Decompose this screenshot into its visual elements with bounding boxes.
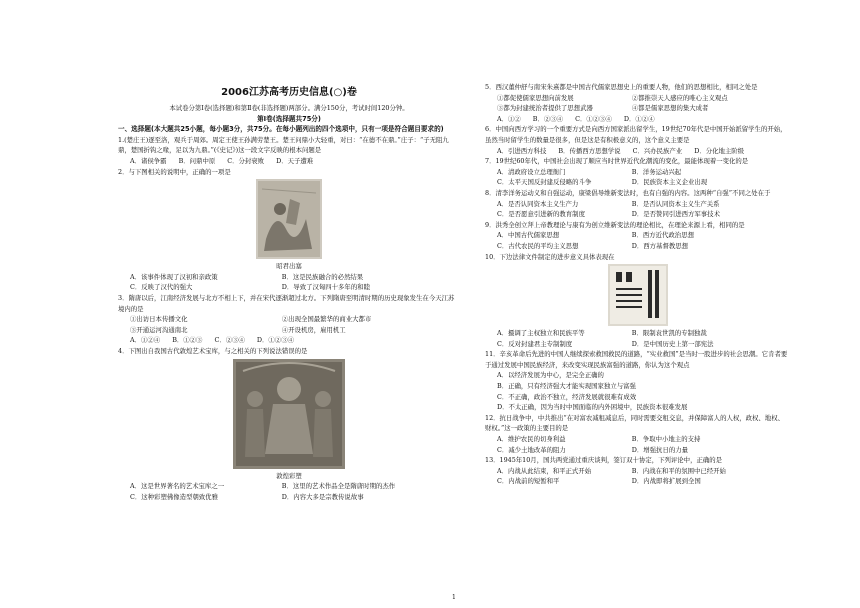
option: C．②③④ bbox=[214, 336, 245, 345]
question-4-stem: 4．下图出自我国古代敦煌艺术宝库，与之相关的下列说法错误的是 bbox=[118, 346, 308, 355]
option: B．内战在和平的氛围中已经开始 bbox=[631, 466, 726, 475]
right-column bbox=[485, 82, 790, 487]
option: A．维护农民的切身利益 bbox=[497, 435, 566, 444]
question-10-options bbox=[485, 328, 790, 349]
option: B．是否认同资本主义生产关系 bbox=[631, 199, 720, 208]
option: C．这种彩塑佛像造型朝致优雅 bbox=[130, 492, 218, 501]
statement: ①出访日本传播文化 bbox=[130, 315, 188, 324]
option: A．清政府设立总理衙门 bbox=[497, 167, 566, 176]
statement: ③开通运河沟通南北 bbox=[130, 325, 188, 334]
option: D．导致了汉匈四十多年的和睦 bbox=[281, 283, 370, 292]
question-6-options bbox=[485, 146, 790, 157]
question-3-options bbox=[118, 335, 460, 346]
section-heading: 一、选择题(本大题共25小题，每小题3分，共75分。在每小题列出的四个选项中，只有一项是符合题目要求的) bbox=[118, 125, 444, 134]
question-5-stem: 5．西汉董仲舒与南宋朱熹都是中国古代儒家思想史上的重要人物，他们的思想相比，相同之处是 bbox=[485, 83, 758, 91]
option: A．内战从此结束，和平正式开始 bbox=[497, 466, 592, 475]
zhaojun-painting-image bbox=[256, 179, 322, 259]
option: B．这里的艺术作品全是隋唐时期的杰作 bbox=[281, 482, 396, 491]
option: C．是否愿意引进新的教育制度 bbox=[497, 210, 585, 219]
question-12-stem: 12．抗日战争中，中共推出“在对富农减租减息后，同时需要交租交息，并保障富人的人权，政权、地权、财权。”这一政策的主要目的是 bbox=[485, 413, 784, 433]
option: C．古代农民的平均主义思想 bbox=[497, 241, 579, 250]
option: C．不正确，政治不独立，经济发展就很难有成效 bbox=[497, 392, 637, 401]
question-2-caption: 昭君出塞 bbox=[276, 262, 302, 271]
option: D．是否赞同引进西方军事技术 bbox=[631, 210, 720, 219]
option: C．减少土地改革的阻力 bbox=[497, 445, 566, 454]
statement: ①都促使儒家思想向前发展 bbox=[497, 93, 574, 102]
statement: ④都是儒家思想的集大成者 bbox=[631, 104, 709, 113]
option: D．是中国历史上第一部宪法 bbox=[631, 339, 714, 348]
statement: ④开设机房，雇用机工 bbox=[281, 325, 346, 334]
question-5-options bbox=[485, 114, 790, 125]
question-6-stem: 6．中国向西方学习的一个重要方式是向西方国家派出留学生，19世纪70年代是中国开始派留学生的开始，虽然当时留学生的数量是很多，但是这是有积极意义的，这个意义主要是 bbox=[485, 125, 787, 144]
option: C．反对封建君主专制制度 bbox=[497, 339, 573, 348]
part-heading: 第Ⅰ卷(选择题共75分) bbox=[257, 114, 321, 123]
statement: ③都为封建统治者提供了思想武器 bbox=[497, 104, 593, 113]
option: D．内战即将扩展到全国 bbox=[631, 477, 701, 486]
question-2-stem: 2．与下图相关的说明中，正确的一项是 bbox=[118, 167, 231, 176]
option: D．增强抗日的力量 bbox=[631, 445, 689, 454]
option: D．内容大多是宗教传说故事 bbox=[281, 492, 364, 501]
question-8-options bbox=[485, 199, 790, 220]
question-10-stem: 10．下边法律文件制定的进步意义具体表现在 bbox=[485, 252, 615, 261]
question-11-stem: 11．辛亥革命后先进的中国人继续探索救国救民的道路，“实业救国”是当时一股进步的社会思潮。它肯者要于通过发展中国民族经济，来改变实现民族富强的道路，你认为这个观点 bbox=[485, 350, 788, 369]
option: B．②③④ bbox=[532, 114, 564, 123]
option: D．分化地主阶级 bbox=[694, 146, 745, 155]
question-9-options bbox=[485, 230, 790, 251]
option: D．①②④ bbox=[623, 114, 655, 123]
option: D．天子遭难 bbox=[276, 156, 314, 165]
option: B．问鼎中原 bbox=[178, 156, 216, 165]
legal-document-image bbox=[608, 264, 668, 326]
statement: ②都推崇天人感应的唯心主义观点 bbox=[631, 93, 728, 102]
dunhuang-sculpture-image bbox=[233, 359, 345, 469]
question-12-options bbox=[485, 434, 790, 455]
option: A．是否认同资本主义生产力 bbox=[497, 199, 579, 208]
option: D．民族资本主义企业出现 bbox=[631, 178, 708, 187]
option: B．西方近代政治思想 bbox=[631, 231, 694, 240]
question-9-stem: 9．洪秀全创立拜上帝教理论与康有为创立维新变法的理论相比，在理论来源上看，相同的是 bbox=[485, 220, 745, 229]
option: C．内战前的短暂和平 bbox=[497, 477, 560, 486]
option: A．中国古代儒家思想 bbox=[497, 231, 560, 240]
exam-intro: 本试卷分第Ⅰ卷(选择题)和第Ⅱ卷(非选择题)两部分。满分150分，考试时间120分钟。 bbox=[169, 104, 409, 112]
question-1-stem: 1.(楚庄王)逐至洛，观兵于周郊。周定王使王孙满劳楚王。楚王问鼎小大轻重，对曰：“在德不在鼎。”庄子：“子无阻九鼎，楚国折钩之喙，足以为九鼎。”(《史记》)这一段文字反映的根本问题是 bbox=[118, 135, 449, 155]
statement: ②出现全国最繁华的商业大都市 bbox=[281, 315, 372, 324]
option: A．这是世界著名的艺术宝库之一 bbox=[130, 482, 225, 491]
question-4-caption: 敦煌彩塑 bbox=[276, 471, 302, 480]
question-2-options bbox=[118, 272, 460, 293]
option: C．反映了汉代的强大 bbox=[130, 283, 193, 292]
option: A．该事件体现了汉初和亲政策 bbox=[130, 272, 218, 281]
option: D．西方基督教思想 bbox=[631, 241, 689, 250]
option: C．①②③④ bbox=[575, 114, 612, 123]
option: B．限制袁世凯的专制独裁 bbox=[631, 329, 707, 338]
option: B．洋务运动兴起 bbox=[631, 167, 682, 176]
option: A．摄调了主权独立和民族平等 bbox=[497, 329, 585, 338]
option: A．以经济发展为中心，是完全正确的 bbox=[497, 371, 604, 380]
question-13-options bbox=[485, 466, 790, 487]
option: B．传播西方思想学说 bbox=[558, 146, 621, 155]
question-7-stem: 7．19世纪60年代，中国社会出现了顺应当时世界近代化潮流的变化，最能体现着一变化的是 bbox=[485, 157, 749, 166]
question-13-stem: 13．1945年10月，国共两党通过重庆谈判，签订双十协定，下列评论中，正确的是 bbox=[485, 456, 723, 465]
exam-title: 2006江苏高考历史信息(○)卷 bbox=[221, 87, 357, 98]
question-1-options bbox=[118, 156, 460, 167]
page-number: 1 bbox=[452, 594, 456, 601]
question-3-items bbox=[118, 314, 460, 335]
question-5-items bbox=[485, 93, 790, 114]
option: A．引进西方科技 bbox=[497, 146, 547, 155]
question-4-options bbox=[118, 481, 460, 502]
option: B．正确，只有经济强大才能实现国家独立与富强 bbox=[497, 382, 636, 391]
option: A．诸侯争霸 bbox=[130, 156, 167, 165]
option: B．这是民族融合的必然结果 bbox=[281, 272, 364, 281]
left-column bbox=[118, 86, 460, 502]
option: B．①②③ bbox=[172, 336, 203, 345]
option: C．太平天国反封建反侵略的斗争 bbox=[497, 178, 592, 187]
question-7-options bbox=[485, 167, 790, 188]
option: A．①②④ bbox=[130, 336, 161, 345]
question-3-stem: 3．隋唐以后，江南经济发展与北方不相上下，并在宋代逐渐超过北方。下列隋唐至明清时期的历史现象发生在今天江苏境内的是 bbox=[118, 293, 455, 313]
option: A．①② bbox=[497, 114, 521, 123]
option: C．分封衰败 bbox=[227, 156, 265, 165]
option: D．①②③④ bbox=[256, 336, 294, 345]
option: B．争取中小地主的支持 bbox=[631, 435, 701, 444]
option: D．不太正确，因为当时中国面临的内外困境中，民族资本很难发展 bbox=[497, 403, 688, 412]
question-8-stem: 8．清李洋务运动义和自强运动，康梁倡导维新变法时，也有自强的内容。这两种“自强”不同之处在于 bbox=[485, 188, 771, 197]
option: C．兴办民族产业 bbox=[632, 146, 683, 155]
